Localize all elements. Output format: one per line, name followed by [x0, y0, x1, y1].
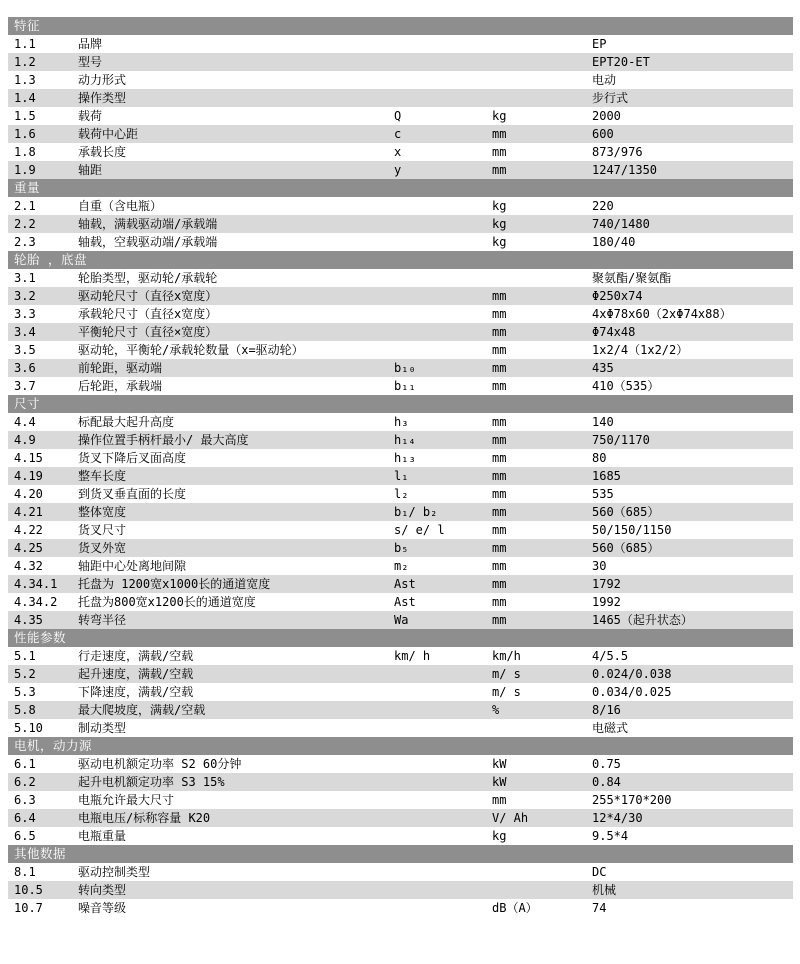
- row-number: 6.5: [14, 829, 36, 843]
- row-value: 255*170*200: [592, 793, 672, 807]
- row-number: 6.1: [14, 757, 36, 771]
- row-description: 起升电机额定功率 S3 15%: [78, 775, 225, 789]
- row-value: 140: [592, 415, 614, 429]
- row-symbol: c: [394, 127, 402, 141]
- row-description: 轮胎类型，驱动轮/承载轮: [78, 271, 218, 285]
- table-row: [8, 71, 793, 89]
- row-symbol: km/ h: [394, 649, 431, 663]
- row-description: 整体宽度: [78, 505, 127, 519]
- row-unit: kg: [492, 217, 507, 231]
- table-row: [8, 143, 793, 161]
- row-description: 行走速度，满载/空载: [78, 649, 194, 663]
- row-unit: [492, 269, 592, 287]
- row-description: 转弯半径: [78, 613, 127, 627]
- row-number: 3.4: [14, 325, 36, 339]
- row-description: 货叉尺寸: [78, 523, 127, 537]
- row-symbol: Q: [394, 109, 402, 123]
- table-row: [8, 413, 793, 431]
- row-description: 驱动轮尺寸（直径x宽度）: [78, 289, 218, 303]
- row-symbol: [394, 809, 492, 827]
- row-symbol: [394, 305, 492, 323]
- row-number: 4.35: [14, 613, 43, 627]
- row-symbol: s/ e/ l: [394, 523, 445, 537]
- row-description: 噪音等级: [78, 901, 127, 915]
- row-description: 驱动控制类型: [78, 865, 151, 879]
- row-description: 整车长度: [78, 469, 127, 483]
- row-description: 下降速度，满载/空载: [78, 685, 194, 699]
- table-row: [8, 557, 793, 575]
- table-row: [8, 107, 793, 125]
- row-description: 自重（含电瓶）: [78, 199, 163, 213]
- row-symbol: [394, 53, 492, 71]
- row-unit: mm: [492, 325, 507, 339]
- row-unit: [492, 881, 592, 899]
- row-symbol: b₁₀: [394, 361, 416, 375]
- row-unit: mm: [492, 361, 507, 375]
- row-unit: [492, 719, 592, 737]
- row-value: 9.5*4: [592, 829, 629, 843]
- row-unit: [492, 863, 592, 881]
- row-symbol: [394, 89, 492, 107]
- row-value: 1792: [592, 577, 621, 591]
- row-unit: mm: [492, 487, 507, 501]
- row-unit: mm: [492, 577, 507, 591]
- row-value: 电磁式: [592, 721, 629, 735]
- row-unit: kg: [492, 829, 507, 843]
- row-number: 4.20: [14, 487, 43, 501]
- row-symbol: [394, 71, 492, 89]
- row-symbol: Ast: [394, 595, 416, 609]
- table-row: [8, 683, 793, 701]
- row-description: 电瓶允许最大尺寸: [78, 793, 175, 807]
- row-description: 平衡轮尺寸（直径×宽度）: [78, 325, 218, 339]
- table-row: [8, 305, 793, 323]
- row-symbol: m₂: [394, 559, 409, 573]
- table-row: [8, 125, 793, 143]
- section-header: 其他数据: [8, 845, 793, 863]
- row-unit: km/h: [492, 649, 521, 663]
- row-description: 前轮距，驱动端: [78, 361, 163, 375]
- row-symbol: [394, 341, 492, 359]
- table-row: [8, 773, 793, 791]
- row-value: 聚氨酯/聚氨酯: [592, 271, 672, 285]
- row-number: 3.3: [14, 307, 36, 321]
- row-symbol: [394, 287, 492, 305]
- row-value: 1685: [592, 469, 621, 483]
- row-unit: [492, 53, 592, 71]
- row-description: 承载长度: [78, 145, 127, 159]
- row-unit: mm: [492, 595, 507, 609]
- row-value: 30: [592, 559, 607, 573]
- row-symbol: [394, 827, 492, 845]
- row-value: 873/976: [592, 145, 643, 159]
- table-row: [8, 611, 793, 629]
- row-number: 10.7: [14, 901, 43, 915]
- row-number: 6.4: [14, 811, 36, 825]
- row-symbol: [394, 755, 492, 773]
- row-description: 到货叉垂直面的长度: [78, 487, 187, 501]
- row-description: 最大爬坡度，满载/空载: [78, 703, 206, 717]
- table-row: [8, 881, 793, 899]
- row-value: 4/5.5: [592, 649, 629, 663]
- row-symbol: h₃: [394, 415, 409, 429]
- row-value: 74: [592, 901, 607, 915]
- row-unit: mm: [492, 613, 507, 627]
- row-value: 4xΦ78x60（2xΦ74x88）: [592, 307, 732, 321]
- row-unit: mm: [492, 523, 507, 537]
- row-description: 轴载，满载驱动端/承载端: [78, 217, 218, 231]
- row-symbol: [394, 773, 492, 791]
- row-number: 1.2: [14, 55, 36, 69]
- row-number: 1.6: [14, 127, 36, 141]
- row-symbol: [394, 683, 492, 701]
- row-symbol: [394, 215, 492, 233]
- table-row: [8, 485, 793, 503]
- row-unit: [492, 35, 592, 53]
- row-symbol: [394, 233, 492, 251]
- row-number: 5.1: [14, 649, 36, 663]
- row-number: 4.34.2: [14, 595, 58, 609]
- row-number: 1.4: [14, 91, 36, 105]
- row-symbol: Wa: [394, 613, 409, 627]
- row-value: 80: [592, 451, 607, 465]
- row-value: 0.84: [592, 775, 621, 789]
- table-row: [8, 197, 793, 215]
- row-number: 1.1: [14, 37, 36, 51]
- row-number: 3.6: [14, 361, 36, 375]
- row-unit: kg: [492, 109, 507, 123]
- row-unit: mm: [492, 451, 507, 465]
- row-symbol: x: [394, 145, 402, 159]
- row-value: 机械: [592, 883, 617, 897]
- row-value: 1247/1350: [592, 163, 658, 177]
- row-value: DC: [592, 865, 607, 879]
- row-value: 8/16: [592, 703, 621, 717]
- row-unit: mm: [492, 127, 507, 141]
- row-value: 0.034/0.025: [592, 685, 672, 699]
- row-number: 2.2: [14, 217, 36, 231]
- row-number: 3.5: [14, 343, 36, 357]
- row-unit: kW: [492, 775, 507, 789]
- row-symbol: [394, 323, 492, 341]
- row-number: 4.34.1: [14, 577, 58, 591]
- row-number: 4.4: [14, 415, 36, 429]
- row-value: EPT20-ET: [592, 55, 650, 69]
- row-symbol: h₁₃: [394, 451, 416, 465]
- row-description: 货叉下降后叉面高度: [78, 451, 187, 465]
- table-row: [8, 503, 793, 521]
- row-description: 后轮距，承载端: [78, 379, 163, 393]
- table-row: [8, 809, 793, 827]
- row-value: 600: [592, 127, 614, 141]
- row-number: 4.15: [14, 451, 43, 465]
- row-value: 180/40: [592, 235, 636, 249]
- row-description: 型号: [78, 55, 103, 69]
- row-symbol: [394, 863, 492, 881]
- row-symbol: [394, 701, 492, 719]
- row-number: 2.1: [14, 199, 36, 213]
- row-number: 3.7: [14, 379, 36, 393]
- row-unit: mm: [492, 793, 507, 807]
- row-value: 步行式: [592, 91, 629, 105]
- row-value: EP: [592, 37, 607, 51]
- row-unit: m/ s: [492, 685, 521, 699]
- table-row: [8, 467, 793, 485]
- row-value: Φ250x74: [592, 289, 643, 303]
- row-symbol: [394, 197, 492, 215]
- row-value: 750/1170: [592, 433, 650, 447]
- table-row: [8, 431, 793, 449]
- table-row: [8, 35, 793, 53]
- row-unit: [492, 89, 592, 107]
- row-value: 1x2/4（1x2/2）: [592, 343, 689, 357]
- table-row: [8, 521, 793, 539]
- table-row: [8, 449, 793, 467]
- row-unit: mm: [492, 469, 507, 483]
- row-value: Φ74x48: [592, 325, 636, 339]
- table-row: [8, 791, 793, 809]
- row-value: 435: [592, 361, 614, 375]
- row-symbol: [394, 269, 492, 287]
- row-number: 1.3: [14, 73, 36, 87]
- row-unit: dB（A）: [492, 901, 538, 915]
- table-row: [8, 755, 793, 773]
- table-row: [8, 647, 793, 665]
- row-value: 0.024/0.038: [592, 667, 672, 681]
- row-description: 标配最大起升高度: [78, 415, 175, 429]
- row-unit: mm: [492, 343, 507, 357]
- table-row: [8, 575, 793, 593]
- row-value: 0.75: [592, 757, 621, 771]
- row-unit: mm: [492, 415, 507, 429]
- table-row: [8, 323, 793, 341]
- row-value: 1465（起升状态）: [592, 613, 693, 627]
- row-symbol: [394, 881, 492, 899]
- row-number: 4.9: [14, 433, 36, 447]
- row-description: 操作类型: [78, 91, 127, 105]
- table-row: [8, 89, 793, 107]
- row-description: 品牌: [78, 37, 103, 51]
- row-symbol: Ast: [394, 577, 416, 591]
- row-unit: mm: [492, 433, 507, 447]
- row-number: 10.5: [14, 883, 43, 897]
- row-description: 轴距中心处离地间隙: [78, 559, 187, 573]
- row-description: 驱动电机额定功率 S2 60分钟: [78, 757, 242, 771]
- row-unit: [492, 71, 592, 89]
- table-row: [8, 215, 793, 233]
- row-description: 操作位置手柄杆最小/ 最大高度: [78, 433, 249, 447]
- table-row: [8, 377, 793, 395]
- section-header: 尺寸: [8, 395, 793, 413]
- row-unit: %: [492, 703, 500, 717]
- row-value: 740/1480: [592, 217, 650, 231]
- row-description: 货叉外宽: [78, 541, 127, 555]
- table-row: [8, 53, 793, 71]
- row-unit: kW: [492, 757, 507, 771]
- table-row: [8, 269, 793, 287]
- table-row: [8, 287, 793, 305]
- row-number: 3.2: [14, 289, 36, 303]
- row-description: 起升速度，满载/空载: [78, 667, 194, 681]
- row-unit: mm: [492, 379, 507, 393]
- row-description: 托盘为 1200宽x1000长的通道宽度: [78, 577, 271, 591]
- row-value: 535: [592, 487, 614, 501]
- row-description: 转向类型: [78, 883, 127, 897]
- row-value: 50/150/1150: [592, 523, 672, 537]
- row-number: 5.2: [14, 667, 36, 681]
- row-number: 4.22: [14, 523, 43, 537]
- table-row: [8, 539, 793, 557]
- row-description: 电瓶电压/标称容量 K20: [78, 811, 211, 825]
- row-value: 560（685）: [592, 541, 660, 555]
- row-number: 5.3: [14, 685, 36, 699]
- row-description: 电瓶重量: [78, 829, 127, 843]
- section-header: 电机，动力源: [8, 737, 793, 755]
- row-unit: mm: [492, 541, 507, 555]
- section-header: 性能参数: [8, 629, 793, 647]
- row-unit: mm: [492, 559, 507, 573]
- row-description: 动力形式: [78, 73, 127, 87]
- row-number: 1.9: [14, 163, 36, 177]
- row-symbol: l₂: [394, 487, 409, 501]
- row-unit: mm: [492, 163, 507, 177]
- table-row: [8, 863, 793, 881]
- row-number: 2.3: [14, 235, 36, 249]
- row-symbol: [394, 791, 492, 809]
- row-description: 承载轮尺寸（直径x宽度）: [78, 307, 218, 321]
- row-unit: mm: [492, 505, 507, 519]
- row-value: 560（685）: [592, 505, 660, 519]
- row-symbol: [394, 899, 492, 917]
- row-value: 12*4/30: [592, 811, 643, 825]
- row-description: 轴距: [78, 163, 103, 177]
- row-symbol: [394, 719, 492, 737]
- table-row: [8, 161, 793, 179]
- row-number: 4.32: [14, 559, 43, 573]
- row-number: 4.25: [14, 541, 43, 555]
- table-row: [8, 593, 793, 611]
- row-symbol: b₁₁: [394, 379, 416, 393]
- row-unit: mm: [492, 289, 507, 303]
- row-description: 驱动轮，平衡轮/承载轮数量（x=驱动轮）: [78, 343, 304, 357]
- section-header: 重量: [8, 179, 793, 197]
- row-description: 制动类型: [78, 721, 127, 735]
- row-unit: m/ s: [492, 667, 521, 681]
- table-row: [8, 359, 793, 377]
- row-symbol: b₁/ b₂: [394, 505, 438, 519]
- table-row: [8, 341, 793, 359]
- table-row: [8, 827, 793, 845]
- row-number: 8.1: [14, 865, 36, 879]
- row-description: 载荷中心距: [78, 127, 139, 141]
- row-unit: kg: [492, 199, 507, 213]
- row-number: 1.5: [14, 109, 36, 123]
- row-number: 1.8: [14, 145, 36, 159]
- row-symbol: [394, 35, 492, 53]
- table-row: [8, 701, 793, 719]
- row-symbol: [394, 665, 492, 683]
- row-symbol: l₁: [394, 469, 409, 483]
- row-value: 电动: [592, 73, 617, 87]
- row-number: 4.19: [14, 469, 43, 483]
- row-description: 轴载，空载驱动端/承载端: [78, 235, 218, 249]
- row-number: 6.3: [14, 793, 36, 807]
- row-value: 2000: [592, 109, 621, 123]
- row-description: 载荷: [78, 109, 103, 123]
- row-number: 5.8: [14, 703, 36, 717]
- row-symbol: b₅: [394, 541, 409, 555]
- row-unit: mm: [492, 145, 507, 159]
- row-number: 5.10: [14, 721, 43, 735]
- row-unit: V/ Ah: [492, 811, 529, 825]
- spec-table: [8, 17, 793, 917]
- row-value: 220: [592, 199, 614, 213]
- table-row: [8, 665, 793, 683]
- table-row: [8, 899, 793, 917]
- table-row: [8, 719, 793, 737]
- row-symbol: h₁₄: [394, 433, 416, 447]
- table-row: [8, 233, 793, 251]
- row-number: 3.1: [14, 271, 36, 285]
- section-header: 特征: [8, 17, 793, 35]
- row-number: 4.21: [14, 505, 43, 519]
- row-unit: mm: [492, 307, 507, 321]
- row-value: 410（535）: [592, 379, 660, 393]
- row-unit: kg: [492, 235, 507, 249]
- row-number: 6.2: [14, 775, 36, 789]
- row-value: 1992: [592, 595, 621, 609]
- row-description: 托盘为800宽x1200长的通道宽度: [78, 595, 256, 609]
- section-header: 轮胎 ，底盘: [8, 251, 793, 269]
- row-symbol: y: [394, 163, 402, 177]
